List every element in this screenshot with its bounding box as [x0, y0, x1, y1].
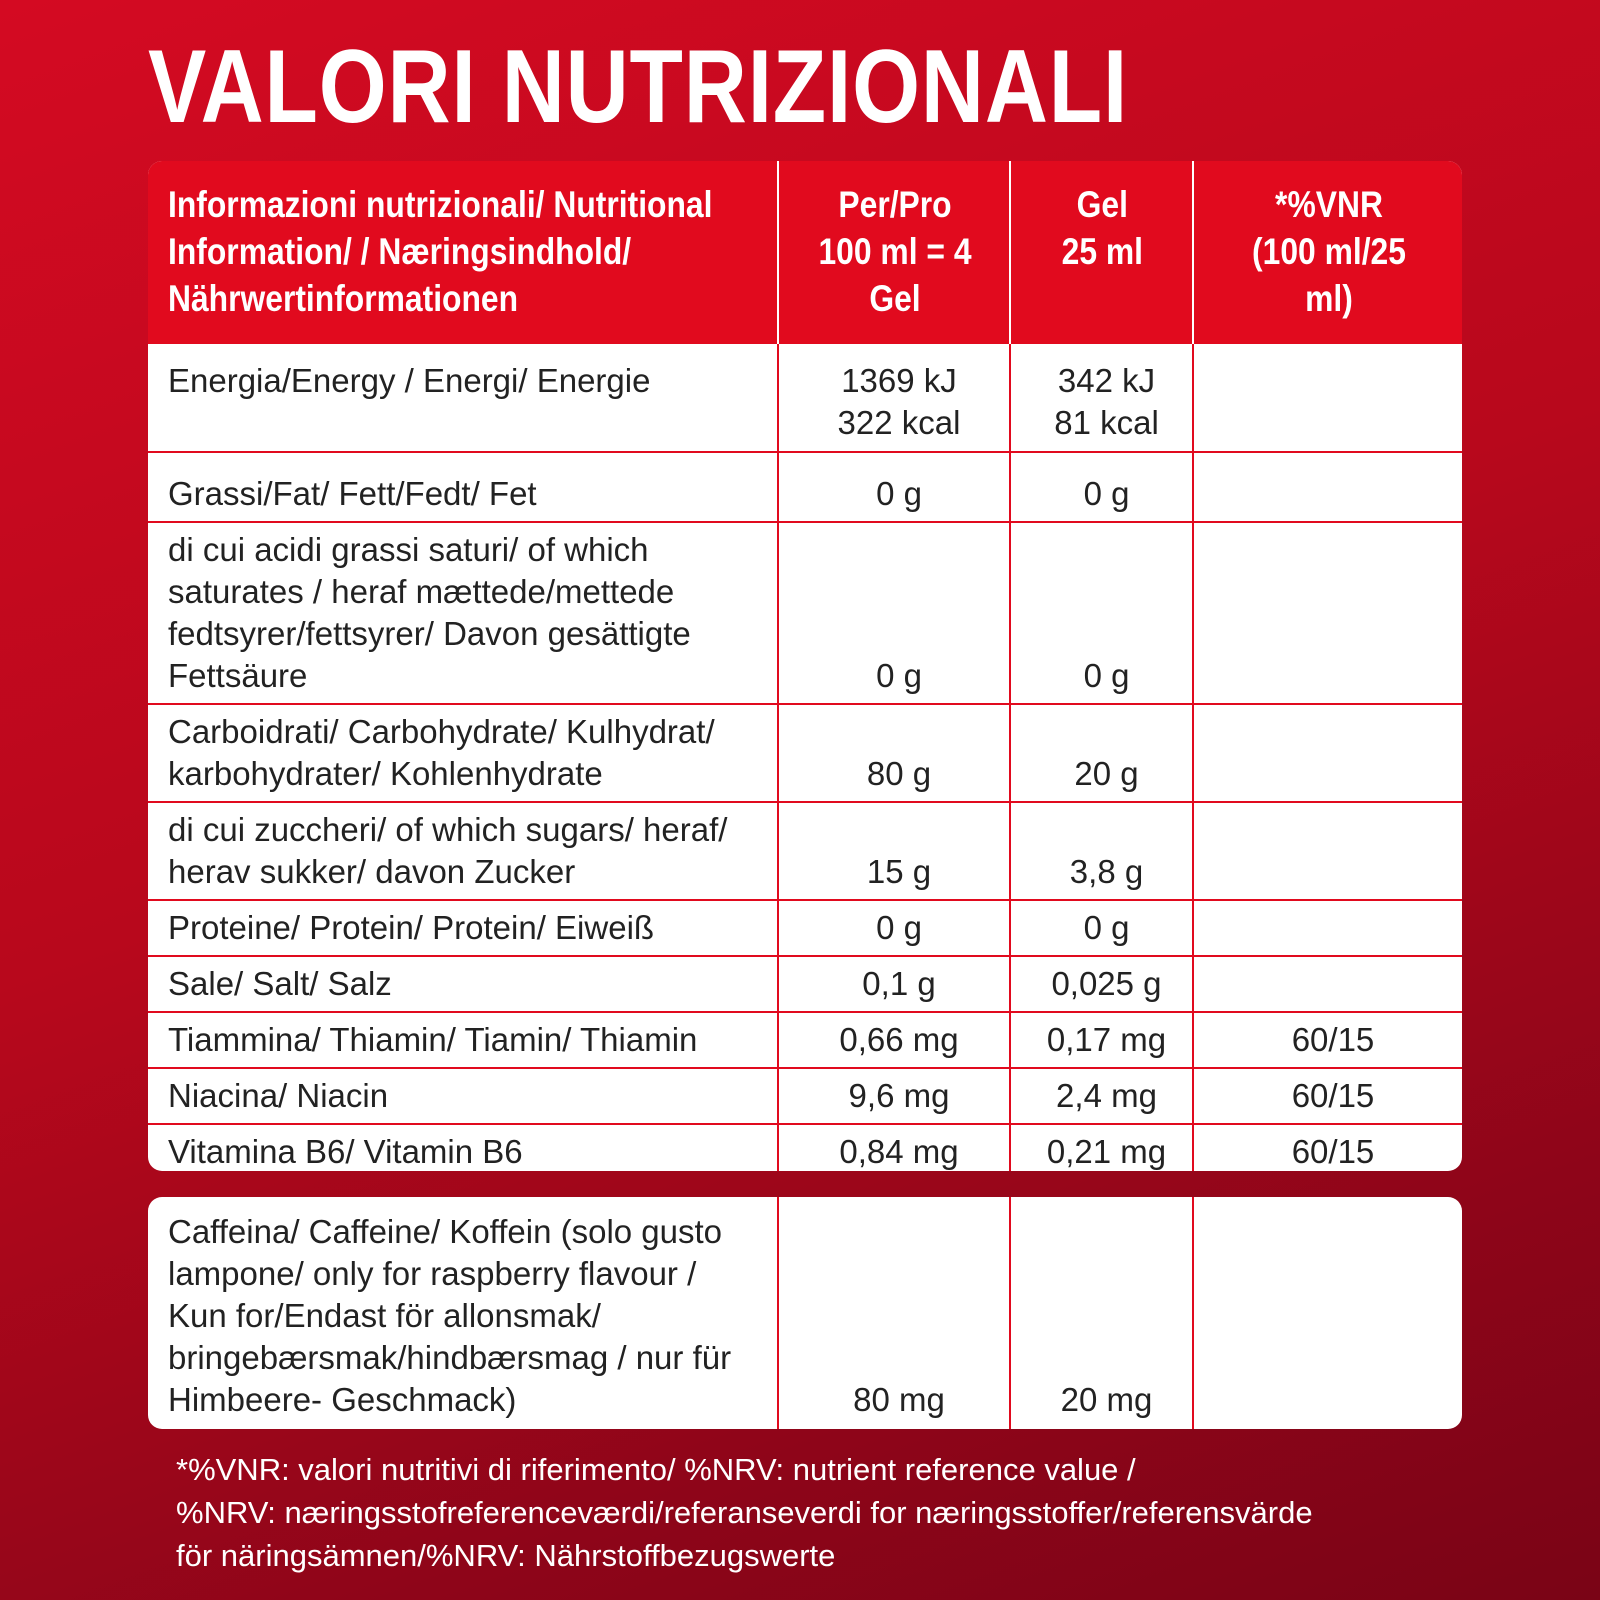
caffeine-table-card: [148, 1197, 1462, 1429]
value-per-100ml: 0,84 mg: [778, 1124, 1010, 1171]
value-per-gel: 0 g: [1010, 900, 1193, 956]
table-row: [148, 522, 1462, 704]
value-per-100ml: 9,6 mg: [778, 1068, 1010, 1124]
header-vnr: *%VNR (100 ml/25 ml): [1193, 161, 1462, 344]
table-row: [148, 956, 1462, 1012]
value-vnr: [1193, 900, 1462, 956]
table-row: [148, 802, 1462, 900]
value-vnr: [1193, 956, 1462, 1012]
nutrition-table-card: [148, 161, 1462, 1171]
table-row: [148, 1012, 1462, 1068]
header-per-gel: Gel 25 ml: [1010, 161, 1193, 344]
value-per-100ml: 1369 kJ 322 kcal: [778, 344, 1010, 452]
table-row: [148, 704, 1462, 802]
value-vnr: 60/15: [1193, 1068, 1462, 1124]
caffeine-row: [148, 1197, 1462, 1429]
value-vnr: [1193, 522, 1462, 704]
value-vnr: [1193, 802, 1462, 900]
table-row: [148, 1124, 1462, 1171]
nutrient-label: Energia/Energy / Energi/ Energie: [168, 362, 651, 399]
nutrient-label: Proteine/ Protein/ Protein/ Eiweiß: [148, 900, 778, 956]
nutrient-label: Sale/ Salt/ Salz: [148, 956, 778, 1012]
caffeine-vnr: [1193, 1197, 1462, 1429]
value-per-gel: 0 g: [1010, 522, 1193, 704]
value-per-gel: 342 kJ 81 kcal: [1010, 344, 1193, 452]
nutrient-label: Niacina/ Niacin: [148, 1068, 778, 1124]
value-per-gel: 3,8 g: [1010, 802, 1193, 900]
header-nutrition-info: Informazioni nutrizionali/ Nutritional Information/ / Næringsindhold/ Nährwertinformationen: [148, 161, 778, 344]
value-per-100ml: 0,66 mg: [778, 1012, 1010, 1068]
nutrient-label: di cui zuccheri/ of which sugars/ heraf/ herav sukker/ davon Zucker: [148, 802, 778, 900]
nutrient-label: Tiammina/ Thiamin/ Tiamin/ Thiamin: [148, 1012, 778, 1068]
value-per-gel: 0,21 mg: [1010, 1124, 1193, 1171]
value-per-100ml: 0,1 g: [778, 956, 1010, 1012]
value-per-gel: 0,025 g: [1010, 956, 1193, 1012]
page-title: VALORI NUTRIZIONALI: [148, 29, 1129, 145]
value-per-100ml: 80 g: [778, 704, 1010, 802]
table-row: [148, 344, 1462, 452]
header-per-100ml: Per/Pro 100 ml = 4 Gel: [778, 161, 1010, 344]
value-per-gel: 2,4 mg: [1010, 1068, 1193, 1124]
value-per-gel: 0 g: [1010, 452, 1193, 522]
table-header-row: [148, 161, 1462, 344]
caffeine-label: Caffeina/ Caffeine/ Koffein (solo gusto lampone/ only for raspberry flavour / Kun for/Endast för allonsmak/ bringebærsmak/hindbærsmag / nur für Himbeere- Geschmack): [168, 1213, 732, 1418]
caffeine-per-100ml: 80 mg: [778, 1197, 1010, 1429]
value-vnr: [1193, 452, 1462, 522]
nutrient-label: Carboidrati/ Carbohydrate/ Kulhydrat/ karbohydrater/ Kohlenhydrate: [148, 704, 778, 802]
nutrition-table: [148, 161, 1462, 1171]
value-per-100ml: 15 g: [778, 802, 1010, 900]
value-per-gel: 20 g: [1010, 704, 1193, 802]
nutrient-label: Vitamina B6/ Vitamin B6: [148, 1124, 778, 1171]
value-per-gel: 0,17 mg: [1010, 1012, 1193, 1068]
value-vnr: [1193, 344, 1462, 452]
nutrient-label: Grassi/Fat/ Fett/Fedt/ Fet: [148, 452, 778, 522]
table-row: [148, 452, 1462, 522]
value-vnr: 60/15: [1193, 1124, 1462, 1171]
value-per-100ml: 0 g: [778, 522, 1010, 704]
caffeine-per-gel: 20 mg: [1010, 1197, 1193, 1429]
table-row: [148, 1068, 1462, 1124]
value-per-100ml: 0 g: [778, 452, 1010, 522]
table-row: [148, 900, 1462, 956]
value-vnr: 60/15: [1193, 1012, 1462, 1068]
value-vnr: [1193, 704, 1462, 802]
caffeine-table: [148, 1197, 1462, 1429]
nutrient-label: di cui acidi grassi saturi/ of which saturates / heraf mættede/mettede fedtsyrer/fettsyrer/ Davon gesättigte Fettsäure: [148, 522, 778, 704]
footnote: *%VNR: valori nutritivi di riferimento/ %NRV: nutrient reference value / %NRV: næringsstofreferenceværdi/referanseverdi for næringsstoffer/referensvärde för näringsämnen/%NRV: Nährstoffbezugswerte: [176, 1452, 1313, 1573]
value-per-100ml: 0 g: [778, 900, 1010, 956]
